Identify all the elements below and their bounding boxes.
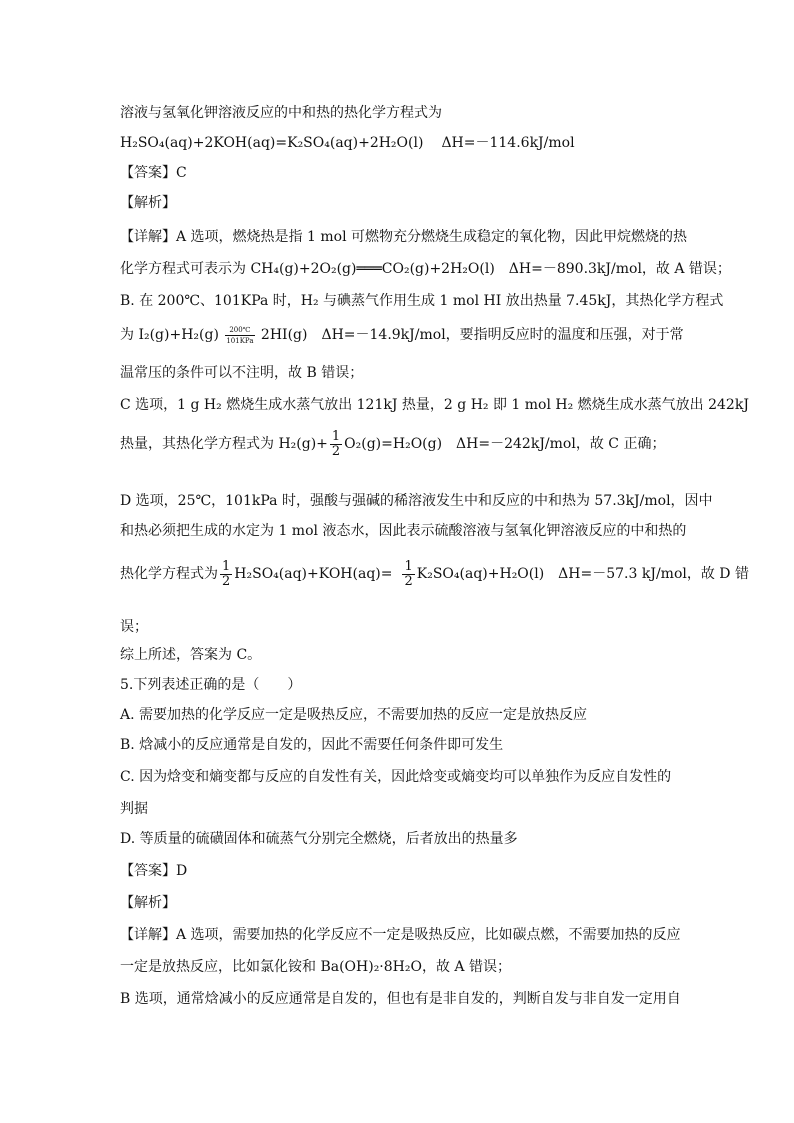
fraction: $\frac{1}{2}$: [331, 428, 341, 459]
text-segment: H₂SO₄(aq)+KOH(aq)=: [234, 566, 393, 582]
text-line: D 选项，25℃，101kPa 时，强酸与强碱的稀溶液发生中和反应的中和热为 57.3kJ/mol，因中: [120, 493, 713, 509]
equation-line: [120, 556, 749, 592]
option-c-continued: 判据: [120, 801, 148, 817]
text-line: C 选项，1 g H₂ 燃烧生成水蒸气放出 121kJ 热量，2 g H₂ 即 1 mol H₂ 燃烧生成水蒸气放出 242kJ: [120, 397, 749, 413]
text-segment: O₂(g)=H₂O(g) ΔH=－242kJ/mol，故 C 正确；: [344, 436, 666, 452]
answer-label: 【答案】C: [120, 165, 187, 181]
fraction: $\frac{1}{2}$: [222, 558, 231, 589]
text-segment: 为 I₂(g)+H₂(g): [120, 327, 219, 343]
analysis-label: 【解析】: [120, 895, 176, 911]
option-c: C. 因为焓变和熵变都与反应的自发性有关，因此焓变或熵变均可以单独作为反应自发性的: [120, 769, 672, 785]
fraction: $\frac{1}{2}$: [404, 558, 413, 589]
text-line: B. 在 200℃、101KPa 时，H₂ 与碘蒸气作用生成 1 mol HI 放出热量 7.45kJ，其热化学方程式: [120, 293, 724, 309]
analysis-label: 【解析】: [120, 195, 176, 211]
enthalpy-value: ΔH=－114.6kJ/mol: [441, 135, 575, 151]
text-line: 【详解】A 选项，燃烧热是指 1 mol 可燃物充分燃烧生成稳定的氧化物，因此甲烷燃烧的热: [120, 229, 687, 245]
text-segment: K₂SO₄(aq)+H₂O(l) ΔH=－57.3 kJ/mol，故 D 错: [416, 566, 749, 582]
text-line: 误；: [120, 619, 148, 635]
text-segment: 热化学方程式为: [120, 566, 218, 582]
text-segment: 热量，其热化学方程式为 H₂(g)+: [120, 436, 328, 452]
text-segment: 2HI(g) ΔH=－14.9kJ/mol，要指明反应时的温度和压强，对于常: [260, 327, 684, 343]
text-line: 综上所述，答案为 C。: [120, 647, 262, 663]
answer-label: 【答案】D: [120, 863, 188, 879]
equation-line: [120, 134, 575, 152]
text-line: 溶液与氢氧化钾溶液反应的中和热的热化学方程式为: [120, 105, 442, 121]
text-line: 温常压的条件可以不注明，故 B 错误；: [120, 365, 364, 381]
equation: H₂SO₄(aq)+2KOH(aq)=K₂SO₄(aq)+2H₂O(l): [120, 135, 424, 151]
reaction-condition: 200℃ 101KPa: [226, 325, 254, 345]
equation-line: [120, 322, 684, 348]
equation-line: [120, 426, 665, 462]
text-line: B 选项，通常焓减小的反应通常是自发的，但也有是非自发的，判断自发与非自发一定用自: [120, 991, 681, 1007]
option-b: B. 焓减小的反应通常是自发的，因此不需要任何条件即可发生: [120, 737, 504, 753]
text-line: 和热必须把生成的水定为 1 mol 液态水，因此表示硫酸溶液与氢氧化钾溶液反应的中和热的: [120, 523, 687, 539]
option-d: D. 等质量的硫磺固体和硫蒸气分别完全燃烧，后者放出的热量多: [120, 831, 518, 847]
text-line: 化学方程式可表示为 CH₄(g)+2O₂(g)═══CO₂(g)+2H₂O(l) ΔH=－890.3kJ/mol，故 A 错误；: [120, 261, 731, 277]
option-a: A. 需要加热的化学反应一定是吸热反应，不需要加热的反应一定是放热反应: [120, 707, 588, 723]
text-line: 一定是放热反应，比如氯化铵和 Ba(OH)₂·8H₂O，故 A 错误；: [120, 959, 511, 975]
question-title: 5.下列表述正确的是（ ）: [120, 677, 302, 693]
text-line: 【详解】A 选项，需要加热的化学反应不一定是吸热反应，比如碳点燃，不需要加热的反应: [120, 927, 681, 943]
